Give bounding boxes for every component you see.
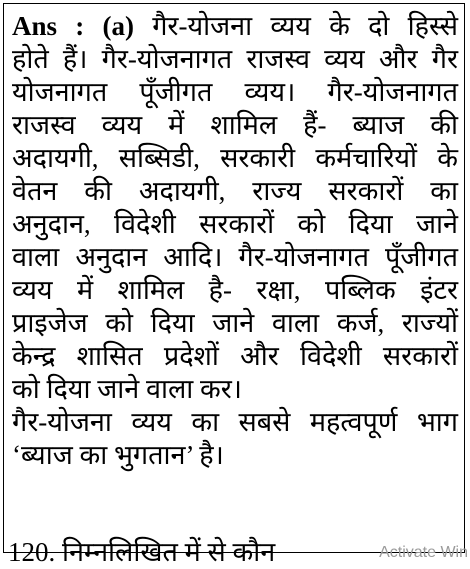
answer-line-4: राजस्व व्यय में शामिल हैं- ब्याज की — [12, 110, 458, 140]
answer-line-6: वेतन की अदायगी, राज्य सरकारों का — [12, 176, 458, 206]
answer-line-13: गैर-योजना व्यय का सबसे महत्वपूर्ण भाग — [12, 407, 458, 437]
answer-box — [3, 3, 465, 553]
answer-line-12: को दिया जाने वाला कर। — [12, 374, 243, 404]
answer-line-2: होते हैं। गैर-योजनागत राजस्व व्यय और गैर — [12, 44, 458, 74]
answer-label: Ans : (a) — [12, 11, 134, 41]
answer-line-9: व्यय में शामिल है- रक्षा, पब्लिक इंटर — [12, 275, 458, 305]
answer-line-3: योजनागत पूँजीगत व्यय। गैर-योजनागत — [12, 77, 458, 107]
answer-line-1: Ans : (a) गैर-योजना व्यय के दो हिस्से — [12, 11, 459, 41]
answer-line-8: वाला अनुदान आदि। गैर-योजनागत पूँजीगत — [12, 242, 458, 272]
answer-line-11: केन्द्र शासित प्रदेशों और विदेशी सरकारों — [12, 341, 458, 371]
answer-line-7: अनुदान, विदेशी सरकारों को दिया जाने — [12, 209, 458, 239]
answer-line-14: ‘ब्याज का भुगतान’ है। — [12, 440, 224, 470]
next-question-strip — [0, 537, 470, 567]
activation-watermark: Activate Win — [379, 544, 468, 561]
next-question-text: 120. निम्नलिखित में से कौन — [8, 537, 276, 567]
answer-line-5: अदायगी, सब्सिडी, सरकारी कर्मचारियों के — [12, 143, 458, 173]
answer-line-10: प्राइजेज को दिया जाने वाला कर्ज, राज्यों — [12, 308, 458, 338]
